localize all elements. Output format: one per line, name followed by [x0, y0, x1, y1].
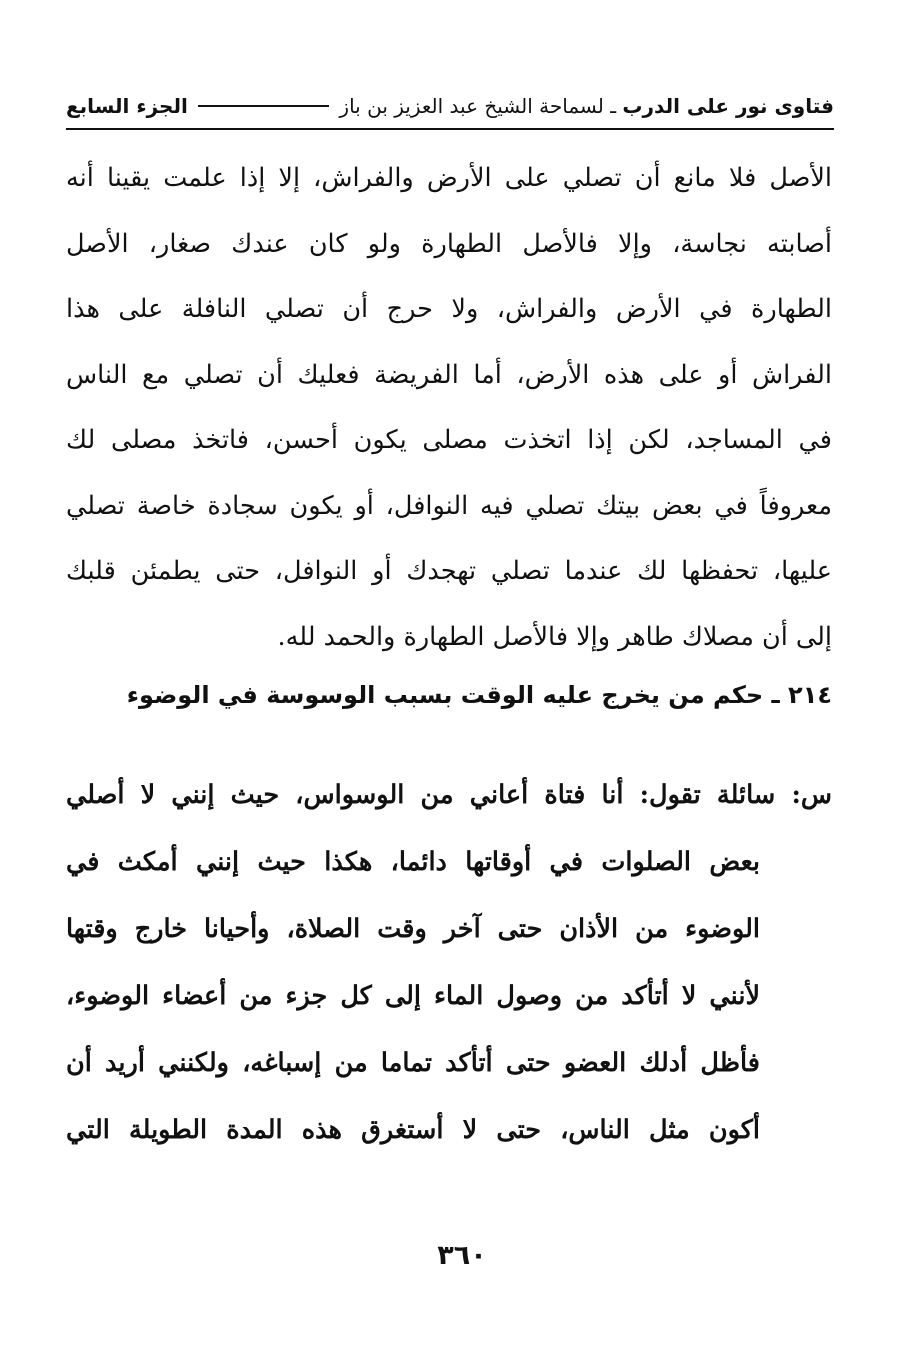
- header-title: [339, 94, 834, 118]
- paragraph-line: الفراش أو على هذه الأرض، أما الفريضة فعليك أن تصلي مع الناس: [66, 359, 832, 390]
- question-line: س: سائلة تقول: أنا فتاة أعاني من الوسواس، حيث إنني لا أصلي: [66, 780, 832, 810]
- paragraph-line: الأصل فلا مانع أن تصلي على الأرض والفراش، إلا إذا علمت يقينا أنه: [66, 163, 832, 193]
- question-line: الوضوء من الأذان حتى آخر وقت الصلاة، وأحيانا خارج وقتها: [66, 914, 760, 944]
- paragraph-line: عليها، تحفظها لك عندما تصلي تهجدك أو النوافل، حتى يطمئن قلبك: [66, 556, 832, 586]
- question-line: لأنني لا أتأكد من وصول الماء إلى كل جزء من أعضاء الوضوء،: [66, 981, 760, 1011]
- paragraph-line: الطهارة في الأرض والفراش، ولا حرج أن تصلي النافلة على هذا: [66, 294, 832, 324]
- header-author: ـ لسماحة الشيخ عبد العزيز بن باز: [339, 94, 617, 118]
- question-line: فأظل أدلك العضو حتى أتأكد تماما من إسباغه، ولكنني أريد أن: [66, 1048, 760, 1078]
- paragraph-line: أصابته نجاسة، وإلا فالأصل الطهارة ولو كان عندك صغار، الأصل: [66, 228, 832, 259]
- header-divider: [66, 128, 834, 130]
- answer-paragraph: [66, 146, 832, 670]
- question-line: بعض الصلوات في أوقاتها دائما، هكذا حيث إنني أمكث في: [66, 847, 760, 877]
- header-volume: الجزء السابع: [66, 94, 188, 118]
- page-number: ٣٦٠: [437, 1240, 487, 1271]
- question-paragraph: [66, 762, 832, 1164]
- section-heading: ٢١٤ ـ حكم من يخرج عليه الوقت بسبب الوسوسة في الوضوء: [126, 681, 832, 709]
- running-header: [66, 86, 834, 126]
- paragraph-line: معروفاً في بعض بيتك تصلي فيه النوافل، أو يكون سجادة خاصة تصلي: [66, 490, 832, 521]
- header-rule: [198, 105, 330, 107]
- question-line: أكون مثل الناس، حتى لا أستغرق هذه المدة الطويلة التي: [66, 1115, 760, 1145]
- header-book-title: فتاوى نور على الدرب: [622, 94, 834, 118]
- paragraph-line: إلى أن مصلاك طاهر وإلا فالأصل الطهارة والحمد لله.: [277, 621, 832, 652]
- paragraph-line: في المساجد، لكن إذا اتخذت مصلى يكون أحسن، فاتخذ مصلى لك: [66, 425, 832, 455]
